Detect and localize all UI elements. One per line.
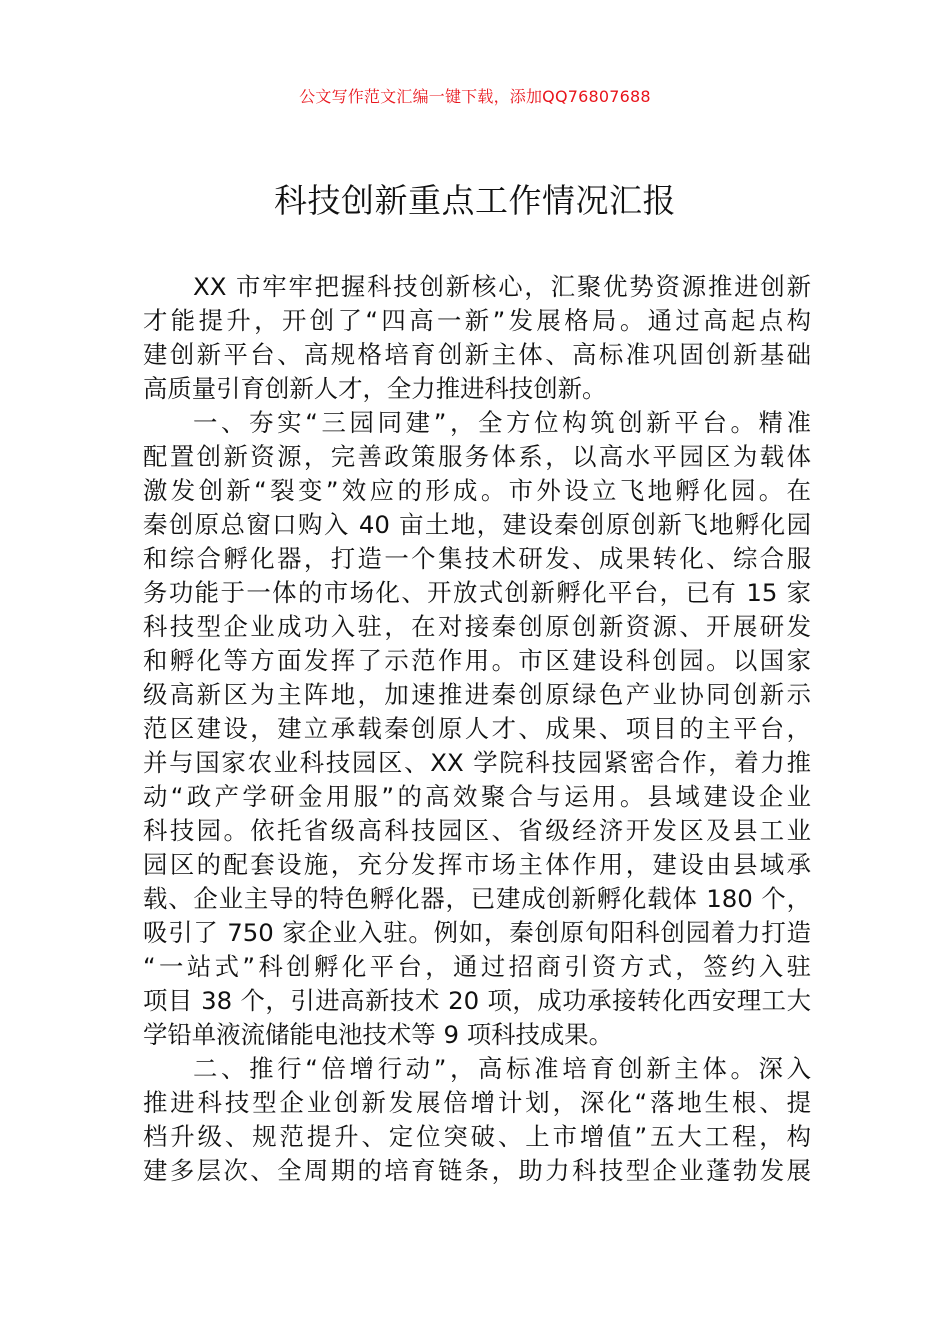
text-line: 项目 38 个，引进高新技术 20 项，成功承接转化西安理工大 [143,986,811,1015]
text-line: 二、推行“倍增行动”，高标准培育创新主体。深入 [193,1054,811,1083]
text-line: “一站式”科创孵化平台，通过招商引资方式，签约入驻 [143,952,811,981]
text-line: 档升级、规范提升、定位突破、上市增值”五大工程，构 [143,1122,811,1151]
text-line: 并与国家农业科技园区、XX 学院科技园紧密合作，着力推 [143,748,811,777]
paragraph-section-1 [143,406,811,1052]
text-line: 建多层次、全周期的培育链条，助力科技型企业蓬勃发展 [143,1156,811,1185]
text-line: 科技园。依托省级高科技园区、省级经济开发区及县工业 [143,816,811,845]
text-line: 学铅单液流储能电池技术等 9 项科技成果。 [143,1020,614,1049]
text-line: 一、夯实“三园同建”，全方位构筑创新平台。精准 [193,408,811,437]
text-line: 务功能于一体的市场化、开放式创新孵化平台，已有 15 家 [143,578,811,607]
paragraph-intro [143,270,811,406]
document-title: 科技创新重点工作情况汇报 [274,181,676,220]
text-line: 科技型企业成功入驻，在对接秦创原创新资源、开展研发 [143,612,811,641]
text-line: 才能提升，开创了“四高一新”发展格局。通过高起点构 [143,306,811,335]
text-line: 范区建设，建立承载秦创原人才、成果、项目的主平台， [143,714,811,743]
text-line: 激发创新“裂变”效应的形成。市外设立飞地孵化园。在 [143,476,811,505]
text-line: 吸引了 750 家企业入驻。例如，秦创原旬阳科创园着力打造 [143,918,811,947]
text-line: 园区的配套设施，充分发挥市场主体作用，建设由县域承 [143,850,811,879]
paragraph-section-2 [143,1052,811,1188]
text-line: 载、企业主导的特色孵化器，已建成创新孵化载体 180 个， [143,884,811,913]
text-line: 高质量引育创新人才，全力推进科技创新。 [143,374,607,403]
text-line: 动“政产学研金用服”的高效聚合与运用。县域建设企业 [143,782,811,811]
text-line: 和孵化等方面发挥了示范作用。市区建设科创园。以国家 [143,646,811,675]
document-body [143,270,811,1188]
text-line: 秦创原总窗口购入 40 亩土地，建设秦创原创新飞地孵化园 [143,510,811,539]
text-line: 建创新平台、高规格培育创新主体、高标准巩固创新基础 [143,340,811,369]
text-line: 配置创新资源，完善政策服务体系，以高水平园区为载体 [143,442,811,471]
download-ad-banner[interactable]: 公文写作范文汇编一键下载，添加QQ76807688 [299,87,651,106]
text-line: XX 市牢牢把握科技创新核心，汇聚优势资源推进创新 [193,272,811,301]
text-line: 级高新区为主阵地，加速推进秦创原绿色产业协同创新示 [143,680,811,709]
text-line: 推进科技型企业创新发展倍增计划，深化“落地生根、提 [143,1088,811,1117]
text-line: 和综合孵化器，打造一个集技术研发、成果转化、综合服 [143,544,811,573]
